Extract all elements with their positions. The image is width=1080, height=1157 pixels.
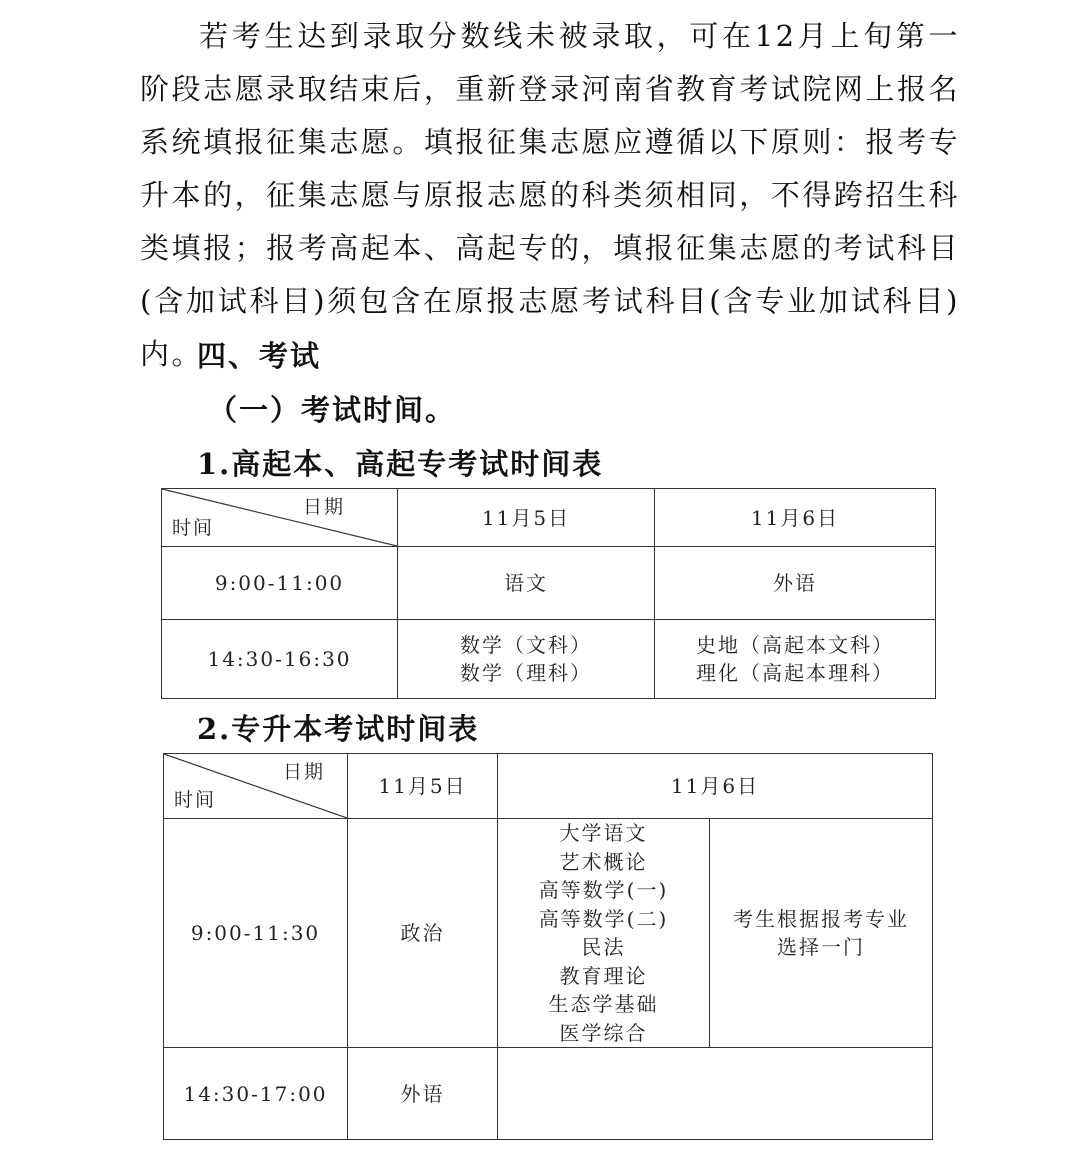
table2-time-morning: 9:00-11:30 [164,819,348,1048]
table2-caption: 2.专升本考试时间表 [197,712,480,746]
note-line: 选择一门 [777,935,865,959]
table2-cell-morning-note [710,819,933,1048]
table1-diagonal-header-cell [162,489,398,547]
subject-line: 教育理论 [559,963,648,988]
table2-time-afternoon: 14:30-17:00 [164,1048,348,1140]
section-title: 四、考试 [197,339,322,373]
table2-header-date: 日期 [282,761,325,783]
exam-schedule-table-2 [163,753,933,1140]
subject-line: 史地（高起本文科） [696,632,894,657]
table1-cell-morning-day1: 语文 [398,547,655,620]
table1-cell-afternoon-day2 [655,620,936,699]
subject-line: 民法 [581,935,626,959]
table1-header-row [162,489,936,547]
table2-header-row [164,754,933,819]
subject-line: 大学语文 [559,821,648,845]
table1-time-morning: 9:00-11:00 [162,547,398,620]
subject-line: 医学综合 [559,1020,648,1045]
subject-line: 理化（高起本理科） [696,661,894,685]
table1-cell-afternoon-day1 [398,620,655,699]
policy-paragraph [140,10,960,381]
subject-line: 高等数学(一) [538,878,669,902]
table1-header-date: 日期 [302,496,345,518]
table2-cell-morning-day1: 政治 [348,819,498,1048]
table1-col-day1: 11月5日 [398,489,655,547]
table1-caption: 1.高起本、高起专考试时间表 [197,447,604,481]
table-row [162,620,936,699]
subject-line: 高等数学(二) [538,906,669,931]
table-row [164,819,933,1048]
subject-line: 数学（文科） [460,632,592,657]
table2-cell-morning-subjects [498,819,710,1048]
subject-line: 数学（理科） [460,661,592,685]
table1-col-day2: 11月6日 [655,489,936,547]
subject-line: 艺术概论 [559,849,648,874]
subject-line: 生态学基础 [548,992,659,1016]
table2-cell-afternoon-day1: 外语 [348,1048,498,1140]
note-line: 考生根据报考专业 [733,906,909,931]
table2-col-day1: 11月5日 [348,754,498,819]
exam-schedule-table-1 [161,488,936,699]
table2-header-time: 时间 [174,789,217,811]
table2-cell-afternoon-day2 [498,1048,933,1140]
table-row [162,547,936,620]
table2-diagonal-header-cell [164,754,348,819]
table1-cell-morning-day2: 外语 [655,547,936,620]
table-row [164,1048,933,1140]
table1-time-afternoon: 14:30-16:30 [162,620,398,699]
section-subtitle: （一）考试时间。 [208,393,457,427]
table2-col-day2: 11月6日 [498,754,933,819]
policy-paragraph-text: 若考生达到录取分数线未被录取，可在12月上旬第一阶段志愿录取结束后，重新登录河南省教育考试院网上报名系统填报征集志愿。填报征集志愿应遵循以下原则：报考专升本的，征集志愿与原报志愿的科类须相同，不得跨招生科类填报；报考高起本、高起专的，填报征集志愿的考试科目(含加试科目)须包含在原报志愿考试科目(含专业加试科目)内。 [140,19,960,371]
table1-header-time: 时间 [172,517,215,539]
